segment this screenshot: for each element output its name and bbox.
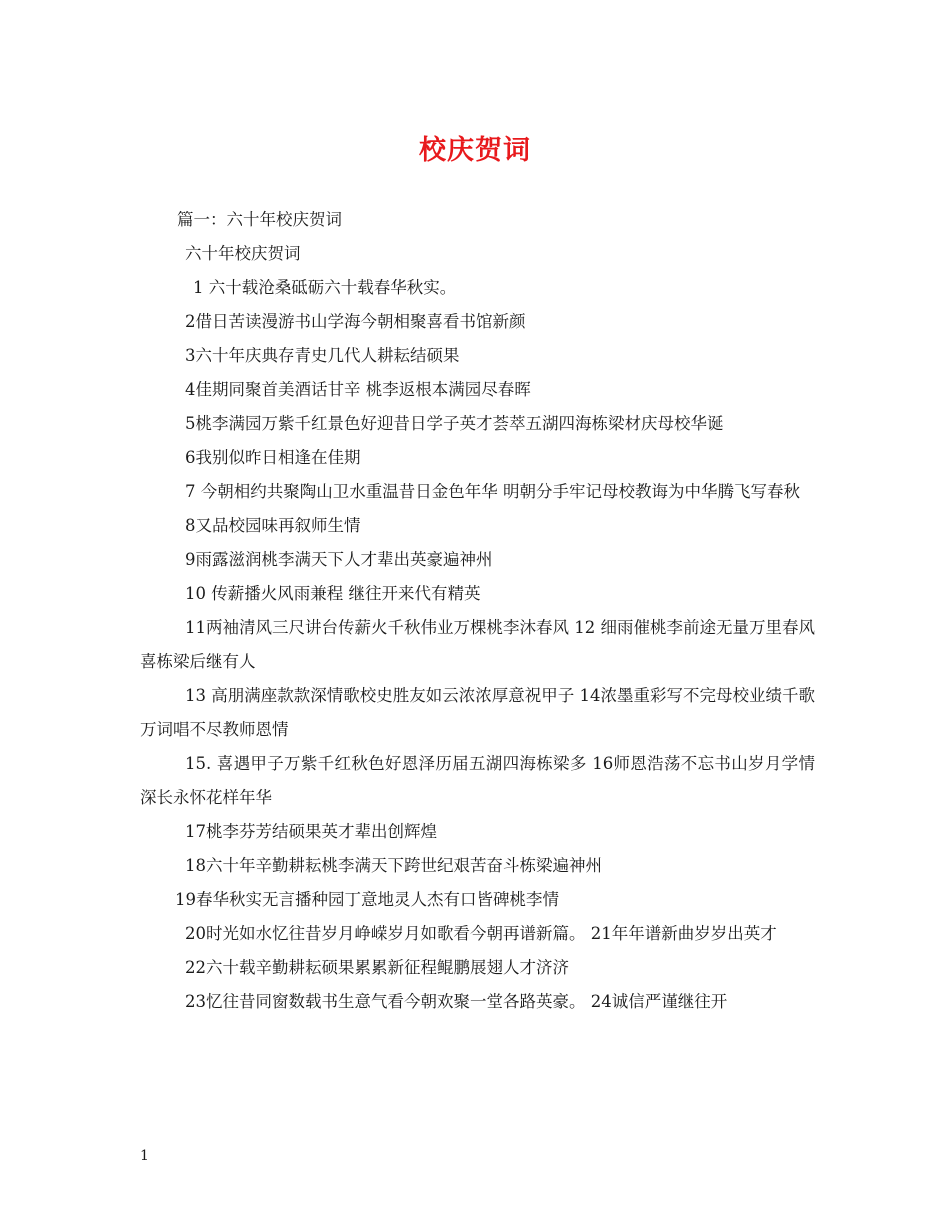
text-line: 19春华秋实无言播种园丁意地灵人杰有口皆碑桃李情 (175, 890, 559, 909)
text-paragraph: 13 高朋满座款款深情歌校史胜友如云浓浓厚意祝甲子 14浓墨重彩写不完母校业绩千歌万词唱不尽教师恩情 (140, 686, 815, 739)
text-line: 23忆往昔同窗数载书生意气看今朝欢聚一堂各路英豪。 24诚信严谨继往开 (185, 992, 728, 1011)
text-line: 4佳期同聚首美酒话甘辛 桃李返根本满园尽春晖 (185, 380, 531, 399)
text-line: 17桃李芬芳结硕果英才辈出创辉煌 (185, 822, 437, 841)
text-paragraph: 15. 喜遇甲子万紫千红秋色好恩泽历届五湖四海栋梁多 16师恩浩荡不忘书山岁月学情深长永怀花样年华 (140, 754, 815, 807)
text-paragraph: 11两袖清风三尺讲台传薪火千秋伟业万棵桃李沐春风 12 细雨催桃李前途无量万里春风喜栋梁后继有人 (140, 618, 815, 671)
text-line: 1 六十载沧桑砥砺六十载春华秋实。 (193, 278, 457, 297)
sub-heading: 六十年校庆贺词 (185, 244, 301, 263)
page-number: 1 (140, 1148, 149, 1164)
text-paragraph: 20时光如水忆往昔岁月峥嵘岁月如歌看今朝再谱新篇。 21年年谱新曲岁岁出英才 (185, 924, 777, 943)
text-line: 2借日苦读漫游书山学海今朝相聚喜看书馆新颜 (185, 312, 526, 331)
section-heading: 篇一：六十年校庆贺词 (177, 210, 342, 229)
document-body (140, 203, 815, 1019)
text-line: 5桃李满园万紫千红景色好迎昔日学子英才荟萃五湖四海栋梁材庆母校华诞 (185, 414, 724, 433)
text-line: 22六十载辛勤耕耘硕果累累新征程鲲鹏展翅人才济济 (185, 958, 569, 977)
text-line: 9雨露滋润桃李满天下人才辈出英豪遍神州 (185, 550, 493, 569)
text-line: 18六十年辛勤耕耘桃李满天下跨世纪艰苦奋斗栋梁遍神州 (185, 856, 602, 875)
text-line: 10 传薪播火风雨兼程 继往开来代有精英 (185, 584, 481, 603)
text-line: 3六十年庆典存青史几代人耕耘结硕果 (185, 346, 460, 365)
text-paragraph: 7 今朝相约共聚陶山卫水重温昔日金色年华 明朝分手牢记母校教诲为中华腾飞写春秋 (185, 482, 800, 501)
document-title: 校庆贺词 (419, 135, 531, 166)
text-line: 8又品校园味再叙师生情 (185, 516, 361, 535)
text-line: 6我别似昨日相逢在佳期 (185, 448, 361, 467)
